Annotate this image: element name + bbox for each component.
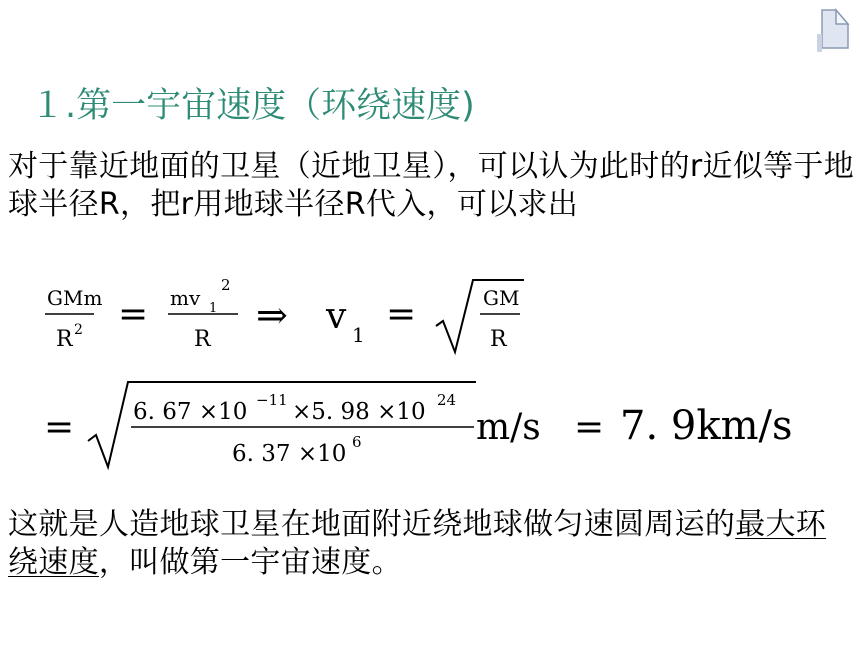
- numeric-formula: [0, 375, 860, 475]
- orbital-formula: [0, 270, 560, 360]
- sqrt-numerator: GM: [483, 286, 520, 310]
- page-corner-icon: [814, 6, 854, 52]
- conclusion-paragraph: [8, 506, 856, 582]
- numerator-part-a: 6. 67 ×10: [133, 399, 248, 425]
- velocity-symbol: v: [326, 296, 347, 337]
- lhs-numerator: GMm: [47, 286, 103, 310]
- equals-sign-3: =: [44, 407, 75, 448]
- mid-numerator-exponent: 2: [221, 276, 231, 294]
- implies-arrow: ⇒: [256, 293, 288, 337]
- result-value: 7. 9km/s: [620, 403, 793, 449]
- lhs-denominator: R: [56, 327, 73, 352]
- numerator-exponent-b: 24: [437, 391, 457, 409]
- intro-paragraph: 对于靠近地面的卫星（近地卫星），可以认为此时的r近似等于地球半径R，把r用地球半径R代入，可以求出: [8, 149, 855, 222]
- unit-label: m/s: [476, 407, 541, 448]
- denominator-exponent: 6: [352, 433, 362, 451]
- equals-sign-4: =: [574, 407, 605, 448]
- lhs-denominator-exponent: 2: [74, 322, 83, 338]
- mid-denominator: R: [194, 327, 211, 352]
- velocity-subscript: 1: [352, 323, 365, 347]
- equals-sign: =: [118, 294, 149, 335]
- conclusion-text-2: ，叫做第一宇宙速度。: [98, 545, 402, 580]
- equals-sign-2: =: [386, 294, 417, 335]
- denominator: 6. 37 ×10: [232, 441, 347, 467]
- numerator-exponent-a: −11: [256, 391, 288, 409]
- section-heading: １.第一宇宙速度（环绕速度): [30, 86, 475, 126]
- sqrt-denominator: R: [490, 327, 507, 352]
- conclusion-text-1: 这就是人造地球卫星在地面附近绕地球做匀速圆周运的: [8, 507, 736, 542]
- numerator-part-b: ×5. 98 ×10: [292, 399, 426, 425]
- underlined-term: 最大环绕速度: [8, 507, 827, 580]
- mid-numerator: mv: [170, 286, 201, 310]
- mid-numerator-subscript: 1: [209, 301, 218, 316]
